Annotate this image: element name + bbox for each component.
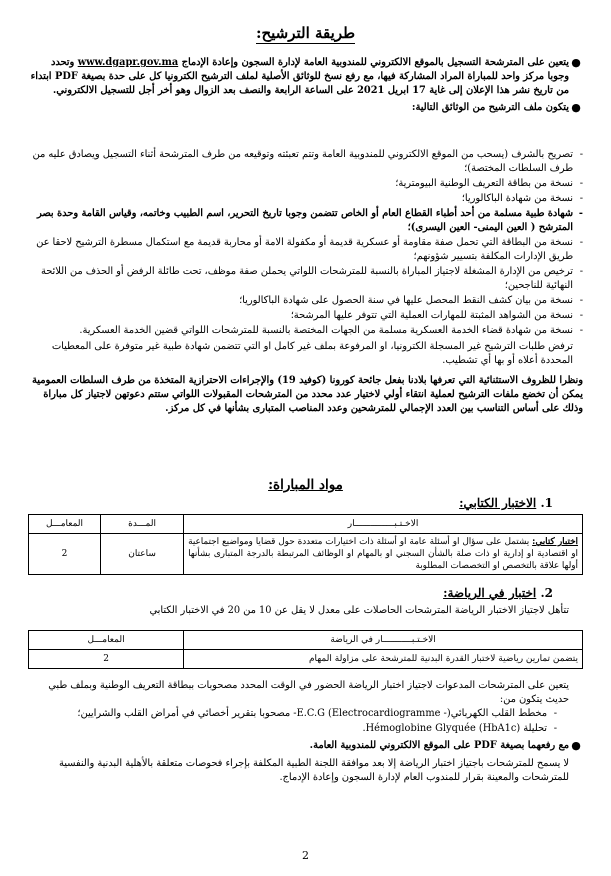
reject-note: ترفض طلبات الترشيح غير المسجلة الكترونيا، او المرفوعة بملف غير كامل او التي تتضمن شهادة طبية غير متوفرة على المعطيات المحددة أعلاه أو بها أي تشطيب. xyxy=(51,341,573,366)
sport-test-heading: 2. اختبار في الرياضة: xyxy=(443,586,553,600)
documents-list xyxy=(28,148,583,338)
sport-test-coefficient: 2 xyxy=(29,650,184,669)
documents-intro: ● يتكون ملف الترشيح من الوثائق التالية: xyxy=(28,101,583,115)
written-test-duration: ساعتان xyxy=(101,534,184,575)
table-header-row xyxy=(29,515,583,534)
column-header-coefficient: المعامـــل xyxy=(29,631,184,650)
column-header-coefficient: المعامـــل xyxy=(29,515,101,534)
medical-intro: يتعين على المترشحات المدعوات لاجتياز اختبار الرياضة الحضور في الوقت المحدد مصحوبات ببطاقة التعريف الوطنية وبملف طبي حديث يتكون من: xyxy=(48,680,569,705)
column-header-duration: المـــدة xyxy=(101,515,184,534)
written-test-heading: 1. الاختبار الكتابي: xyxy=(459,496,553,510)
written-test-coefficient: 2 xyxy=(29,534,101,575)
list-item: - نسخة من شهادة قضاء الخدمة العسكرية مسلمة من الجهات المختصة بالنسبة للمترشحات اللواتي قضين الخدمة العسكرية. xyxy=(28,324,583,338)
bullet-icon: ● xyxy=(571,739,581,752)
table-header-row xyxy=(29,631,583,650)
registration-section xyxy=(28,56,583,115)
final-note: لا يسمح للمترشحات باجتياز اختبار الرياضة إلا بعد موافقة اللجنة الطبية المكلفة بإجراء فحوصات متعلقة بالأهلية البدنية والنفسية للمترشحات والمعينة بقرار للمندوب العام لإدارة السجون وإعادة الإدماج. xyxy=(58,758,569,783)
upload-note: ● مع رفعهما بصيغة PDF على الموقع الالكتروني للمندوبية العامة. xyxy=(28,739,583,753)
written-test-description: اختبار كتابي: يشتمل على سؤال او أسئلة عامة او أسئلة ذات اختيارات متعددة حول قضايا ومواضيع اجتماعية او اقتصادية او إدارية او ذات صلة بالشأن السجني او بالمهام او الوظائف المرتبطة بالدرجة المتبارى بشأنها أولها علاقة بالتخصص او التخصصات المطلوبة xyxy=(184,534,583,575)
list-item: - ترخيص من الإدارة المشغلة لاجتياز المباراة بالنسبة للمترشحات اللواتي يحملن صفة موظف، تحت طائلة الرفض أو الحذف من اللائحة النهائية للناجحين؛ xyxy=(28,265,583,293)
column-header-test: الاخـتـبـــــــــــــــار xyxy=(184,515,583,534)
list-item: - نسخة من شهادة الباكالوريا؛ xyxy=(28,192,583,206)
sport-test-table xyxy=(28,630,583,669)
list-item: - مخطط القلب الكهربائيE.C.G (Electrocardiogramme -)- مصحوبا بتقرير أخصائي في أمراض القلب والشرايين؛ xyxy=(28,707,557,721)
list-item: - نسخة من البطاقة التي تحمل صفة مقاومة أو عسكرية قديمة أو مكفولة الامة أو محاربة قديمة مع استكمال مسطرة الترشيح لاحقا عن طريق الإدارات المكلفة بتسيير شؤونهم؛ xyxy=(28,236,583,264)
bullet-icon: ● xyxy=(571,101,581,114)
table-row xyxy=(29,534,583,575)
bullet-icon: ● xyxy=(571,56,581,69)
documents-list-section xyxy=(28,148,583,416)
column-header-sport-test: الاخـتـبـــــــــــار في الرياضة xyxy=(184,631,583,650)
covid-note: ونظرا للظروف الاستثنائية التي تعرفها بلادنا بفعل جائحة كورونا (كوفيد 19) والإجراءات الاحترازية المتخذة من طرف السلطات العمومية يمكن أن تخضع ملفات الترشيح لعملية انتقاء أولي لاختيار عدد محدد من المترشحات المقبولات اللواتي ستتم دعوتهن لاجتياز كل مباراة وذلك على أساس التناسب بين العدد الإجمالي للمترشحين وعدد المناصب المتبارى بشأنها في كل مركز. xyxy=(32,375,583,414)
sport-test-intro: تتأهل لاجتياز الاختبار الرياضة المترشحات الحاصلات على معدل لا يقل عن 10 من 20 في الاختبار الكتابي xyxy=(149,605,569,616)
page-number: 2 xyxy=(302,849,309,862)
list-item: - نسخة من الشواهد المثبتة للمهارات العملية التي تتوفر عليها المرشحة؛ xyxy=(28,309,583,323)
table-row xyxy=(29,650,583,669)
sport-test-description: يتضمن تمارين رياضية لاختبار القدرة البدنية للمترشحة على مزاولة المهام xyxy=(184,650,583,669)
list-item: - شهادة طبية مسلمة من أحد أطباء القطاع العام أو الخاص تتضمن وجوبا تاريخ التحرير، اسم الطبيب وخاتمه، وقياس القامة وحدة بصر المترشح ( العين اليمنى- العين اليسرى)؛ xyxy=(28,207,583,235)
written-test-section xyxy=(28,496,583,575)
list-item: - نسخة من بطاقة التعريف الوطنية البيومترية؛ xyxy=(28,177,583,191)
list-item: - تصريح بالشرف (يسحب من الموقع الالكتروني للمندوبية العامة وتتم تعبئته وتوقيعه من طرف المترشحة أثناء التسجيل ويصادق عليه من طرف السلطات المختصة)؛ xyxy=(28,148,583,176)
page-title: طريقة الترشيح: xyxy=(255,24,356,42)
subjects-title: مواد المباراة: xyxy=(268,477,343,493)
medical-list xyxy=(28,707,583,736)
sport-test-section xyxy=(28,586,583,785)
list-item: - نسخة من بيان كشف النقط المحصل عليها في سنة الحصول على شهادة الباكالوريا؛ xyxy=(28,294,583,308)
written-test-table xyxy=(28,514,583,575)
registration-paragraph: ● يتعين على المترشحة التسجيل بالموقع الالكتروني للمندوبية العامة لإدارة السجون وإعادة الإدماج www.dgapr.gov.ma وتحدد وجوبا مركز واحد للمباراة المراد المشاركة فيها، مع رفع نسخ للوثائق الأصلية لملف الترشيح الكترونيا كل على حدة بصيغة PDF ابتداء من تاريخ نشر هذا الإعلان إلى غاية 17 ابريل 2021 على الساعة الرابعة والنصف بعد الزوال وهو أخر أجل للتسجيل الالكتروني. xyxy=(28,56,583,98)
website-link[interactable]: www.dgapr.gov.ma xyxy=(77,57,179,68)
list-item: - تحليلة (Hémoglobine Glyquée (HbA1c. xyxy=(28,722,557,736)
